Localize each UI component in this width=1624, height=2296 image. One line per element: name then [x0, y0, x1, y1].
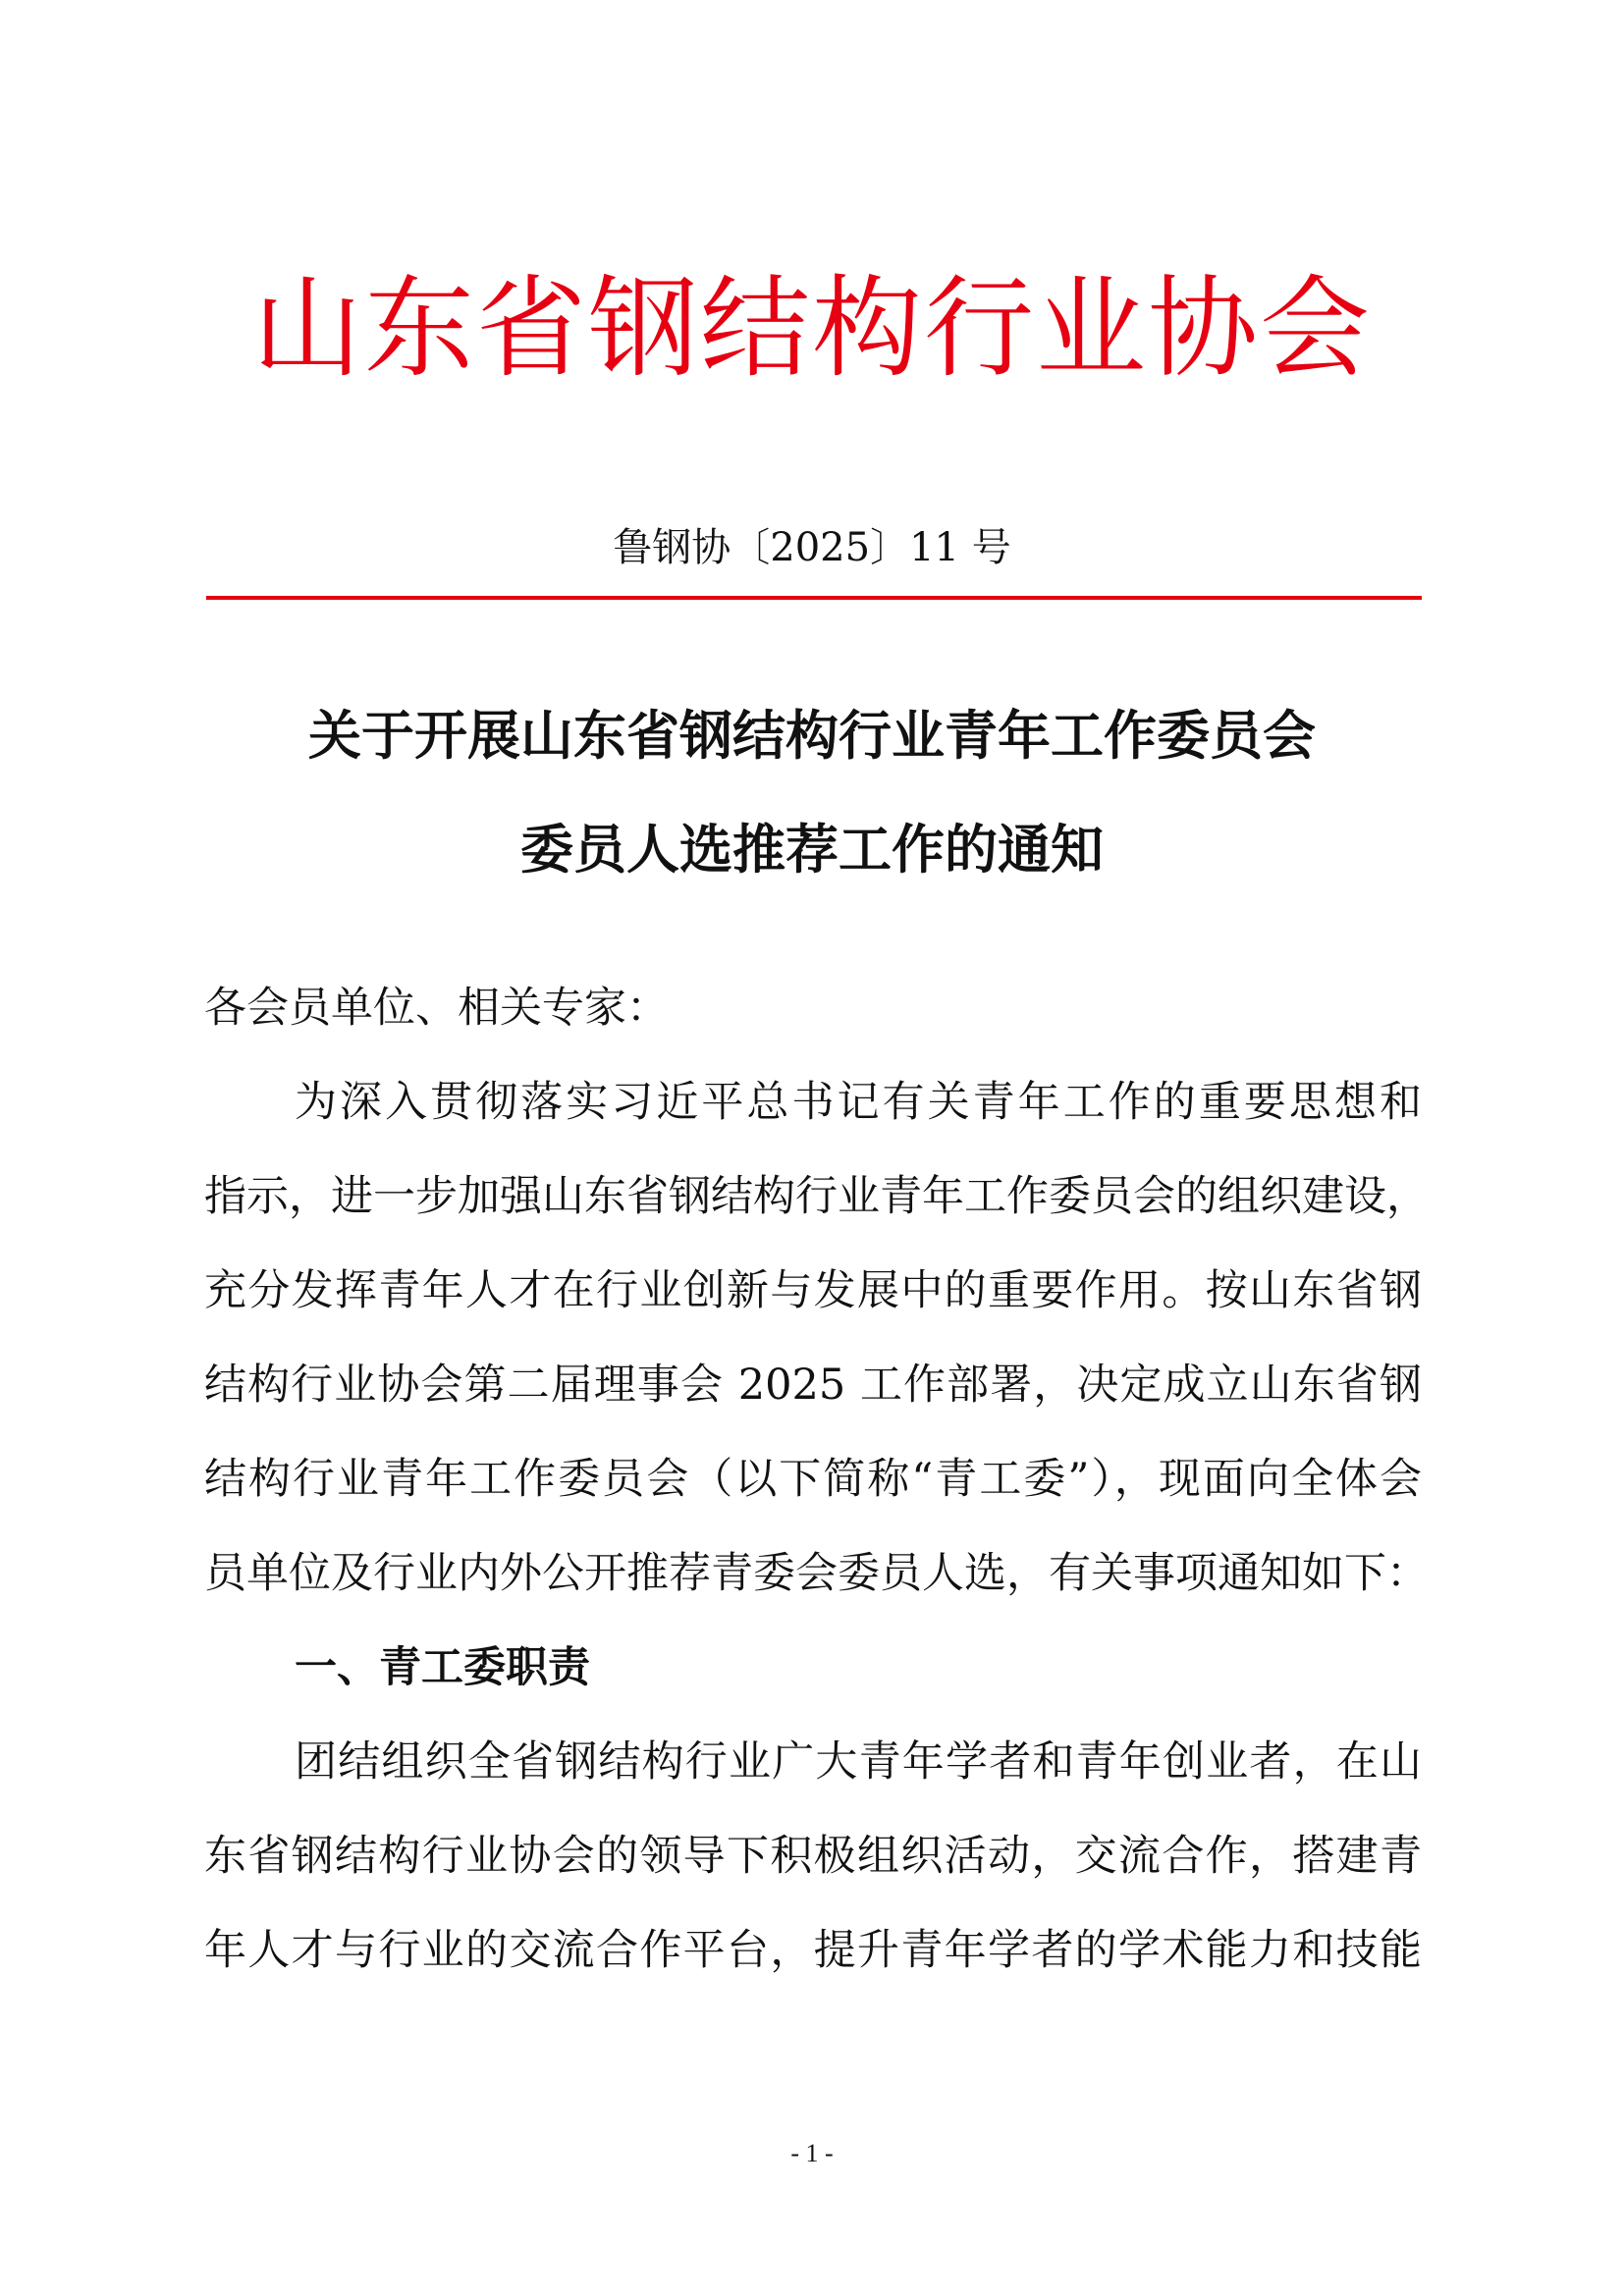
red-divider-rule [206, 596, 1422, 600]
masthead-organization-name: 山东省钢结构行业协会 [252, 265, 1372, 393]
salutation: 各会员单位、相关专家： [204, 984, 669, 1033]
document-title-line-2: 委员人选推荐工作的通知 [520, 819, 1104, 881]
document-title-line-1: 关于开展山东省钢结构行业青年工作委员会 [308, 705, 1316, 767]
paragraph-1-line-3: 充分发挥青年人才在行业创新与发展中的重要作用。按山东省钢 [204, 1266, 1422, 1315]
paragraph-1-line-2: 指示，进一步加强山东省钢结构行业青年工作委员会的组织建设， [204, 1172, 1429, 1221]
document-number: 鲁钢协〔2025〕11 号 [613, 525, 1011, 570]
section-1-heading: 一、青工委职责 [295, 1643, 590, 1692]
paragraph-1-line-4: 结构行业协会第二届理事会 2025 工作部署，决定成立山东省钢 [204, 1361, 1422, 1410]
paragraph-2-line-1: 团结组织全省钢结构行业广大青年学者和青年创业者，在山 [295, 1737, 1422, 1787]
paragraph-2-line-2: 东省钢结构行业协会的领导下积极组织活动，交流合作，搭建青 [204, 1832, 1422, 1881]
page-number: - 1 - [790, 2139, 834, 2167]
paragraph-1-line-6: 员单位及行业内外公开推荐青委会委员人选，有关事项通知如下： [204, 1549, 1429, 1598]
paragraph-2-line-3: 年人才与行业的交流合作平台，提升青年学者的学术能力和技能 [204, 1926, 1422, 1975]
paragraph-1-line-5: 结构行业青年工作委员会（以下简称“青工委”），现面向全体会 [204, 1455, 1422, 1504]
paragraph-1-line-1: 为深入贯彻落实习近平总书记有关青年工作的重要思想和 [295, 1078, 1422, 1127]
